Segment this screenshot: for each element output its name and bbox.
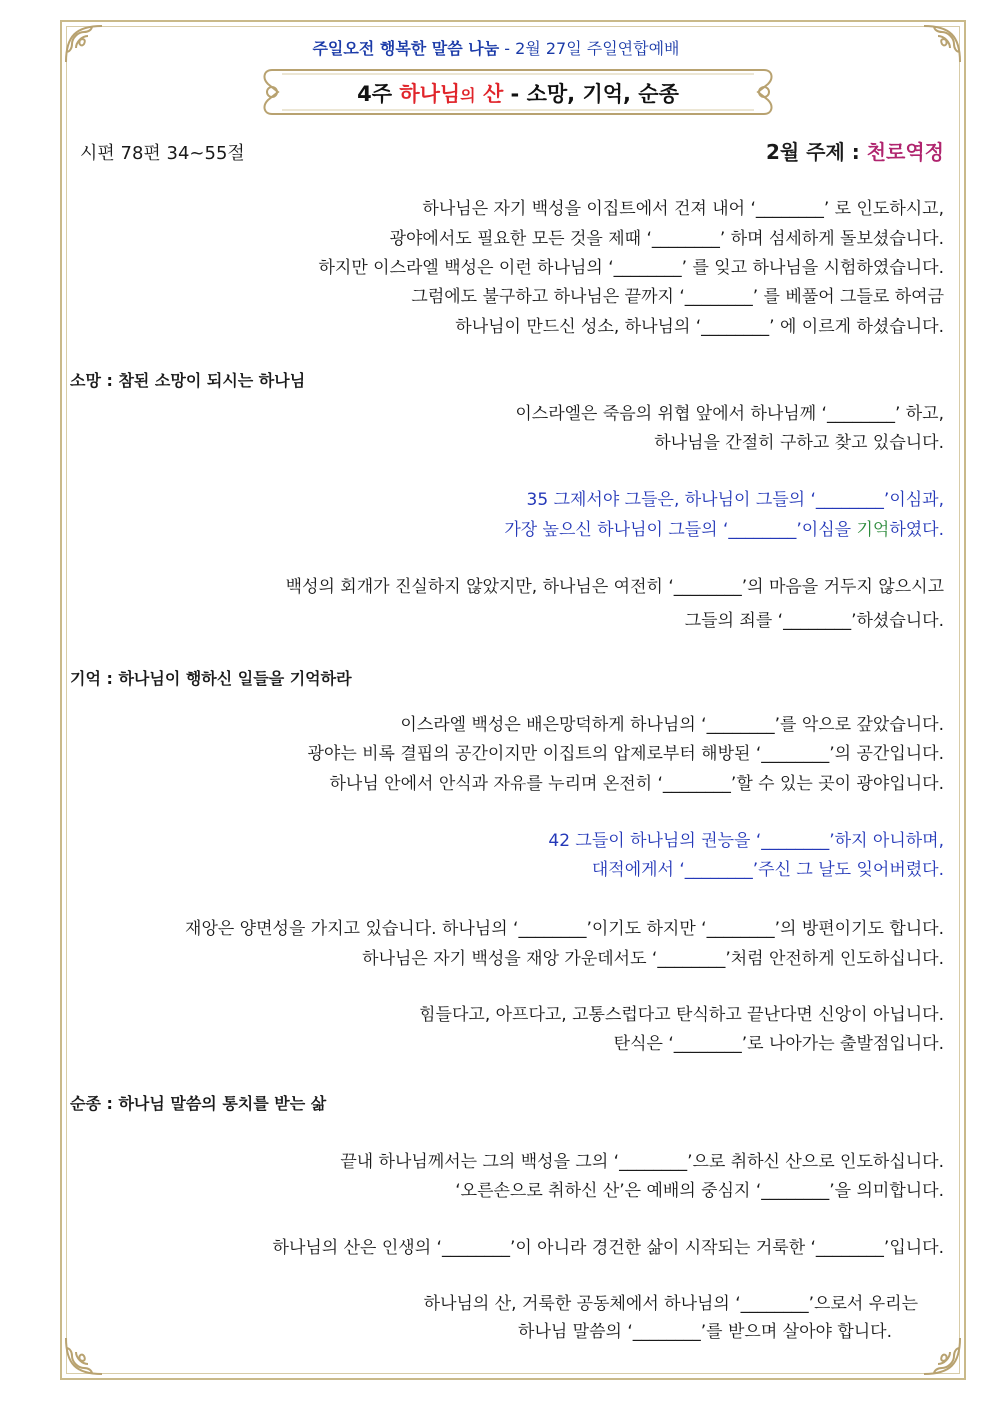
- title-red2: 산: [475, 82, 504, 106]
- header-main: 주일오전 행복한 말씀 나눔: [312, 39, 500, 58]
- intro-line: 하나님이 만드신 성소, 하나님의 ‘________’ 에 이르게 하셨습니다.: [455, 317, 944, 337]
- page-title: [258, 78, 778, 108]
- body-line: 하나님 안에서 안식과 자유를 누리며 온전히 ‘________’할 수 있는 곳이 광야입니다.: [329, 774, 944, 794]
- verse-line: 42 그들이 하나님의 권능을 ‘________’하지 아니하며,: [548, 831, 944, 851]
- section-heading-memory: 기억 : 하나님이 행하신 일들을 기억하라: [70, 669, 352, 688]
- theme-label: 2월 주제 :: [765, 140, 867, 164]
- intro-line: 하나님은 자기 백성을 이집트에서 건져 내어 ‘________’ 로 인도하시고,: [422, 199, 944, 219]
- monthly-theme: [766, 141, 944, 163]
- body-line: 광야는 비록 결핍의 공간이지만 이집트의 압제로부터 해방된 ‘________’의 공간입니다.: [307, 744, 944, 764]
- body-line: 하나님의 산은 인생의 ‘________’이 아니라 경건한 삶이 시작되는 거룩한 ‘________’입니다.: [272, 1238, 944, 1258]
- corner-ornament-icon: [918, 1332, 964, 1378]
- title-banner: [258, 64, 778, 120]
- body-line: ‘오른손으로 취하신 산’은 예배의 중심지 ‘________’을 의미합니다.: [455, 1181, 944, 1201]
- body-line: 하나님 말씀의 ‘________’를 받으며 살아야 합니다.: [518, 1322, 892, 1342]
- verse-text: 하였다.: [889, 520, 944, 540]
- body-line: 하나님은 자기 백성을 재앙 가운데서도 ‘________’처럼 안전하게 인도하십니다.: [362, 949, 944, 969]
- body-line: 힘들다고, 아프다고, 고통스럽다고 탄식하고 끝난다면 신앙이 아닙니다.: [419, 1005, 944, 1025]
- title-week: 4주: [357, 82, 400, 106]
- verse-line: 대적에게서 ‘________’주신 그 날도 잊어버렸다.: [591, 860, 944, 880]
- scripture-reference: 시편 78편 34~55절: [80, 143, 245, 164]
- body-line: 그들의 죄를 ‘________’하셨습니다.: [684, 611, 944, 631]
- title-red-small: 의: [460, 86, 476, 105]
- body-line: 이스라엘은 죽음의 위협 앞에서 하나님께 ‘________’ 하고,: [515, 404, 944, 424]
- header-sub: - 2월 27일 주일연합예배: [499, 39, 680, 58]
- title-red: 하나님: [399, 82, 461, 106]
- verse-line: 35 그제서야 그들은, 하나님이 그들의 ‘________’이심과,: [526, 490, 944, 510]
- body-line: 백성의 회개가 진실하지 않았지만, 하나님은 여전히 ‘________’의 마음을 거두지 않으시고: [285, 577, 944, 597]
- verse-text: 가장 높으신 하나님이 그들의 ‘________’이심을: [504, 520, 857, 540]
- section-heading-hope: 소망 : 참된 소망이 되시는 하나님: [70, 371, 306, 390]
- body-line: 탄식은 ‘________’로 나아가는 출발점입니다.: [613, 1034, 944, 1054]
- body-line: 하나님의 산, 거룩한 공동체에서 하나님의 ‘________’으로서 우리는: [423, 1294, 918, 1314]
- body-line: 이스라엘 백성은 배은망덕하게 하나님의 ‘________’를 악으로 갚았습니다.: [400, 715, 944, 735]
- intro-line: 광야에서도 필요한 모든 것을 제때 ‘________’ 하며 섬세하게 돌보셨습니다.: [389, 229, 944, 249]
- title-rest: - 소망, 기억, 순종: [503, 82, 679, 106]
- verse-highlight: 기억: [856, 520, 890, 540]
- body-line: 끝내 하나님께서는 그의 백성을 그의 ‘________’으로 취하신 산으로 인도하십니다.: [340, 1152, 944, 1172]
- corner-ornament-icon: [62, 1332, 108, 1378]
- verse-line: [504, 519, 944, 541]
- body-line: 하나님을 간절히 구하고 찾고 있습니다.: [654, 433, 944, 453]
- body-line: 재앙은 양면성을 가지고 있습니다. 하나님의 ‘________’이기도 하지만 ‘________’의 방편이기도 합니다.: [185, 919, 944, 939]
- header-line: [0, 36, 992, 59]
- theme-value: 천로역정: [866, 140, 944, 164]
- section-heading-obedience: 순종 : 하나님 말씀의 통치를 받는 삶: [70, 1094, 327, 1113]
- intro-line: 그럼에도 불구하고 하나님은 끝까지 ‘________’ 를 베풀어 그들로 하여금: [411, 287, 944, 307]
- intro-line: 하지만 이스라엘 백성은 이런 하나님의 ‘________’ 를 잊고 하나님을 시험하였습니다.: [318, 258, 944, 278]
